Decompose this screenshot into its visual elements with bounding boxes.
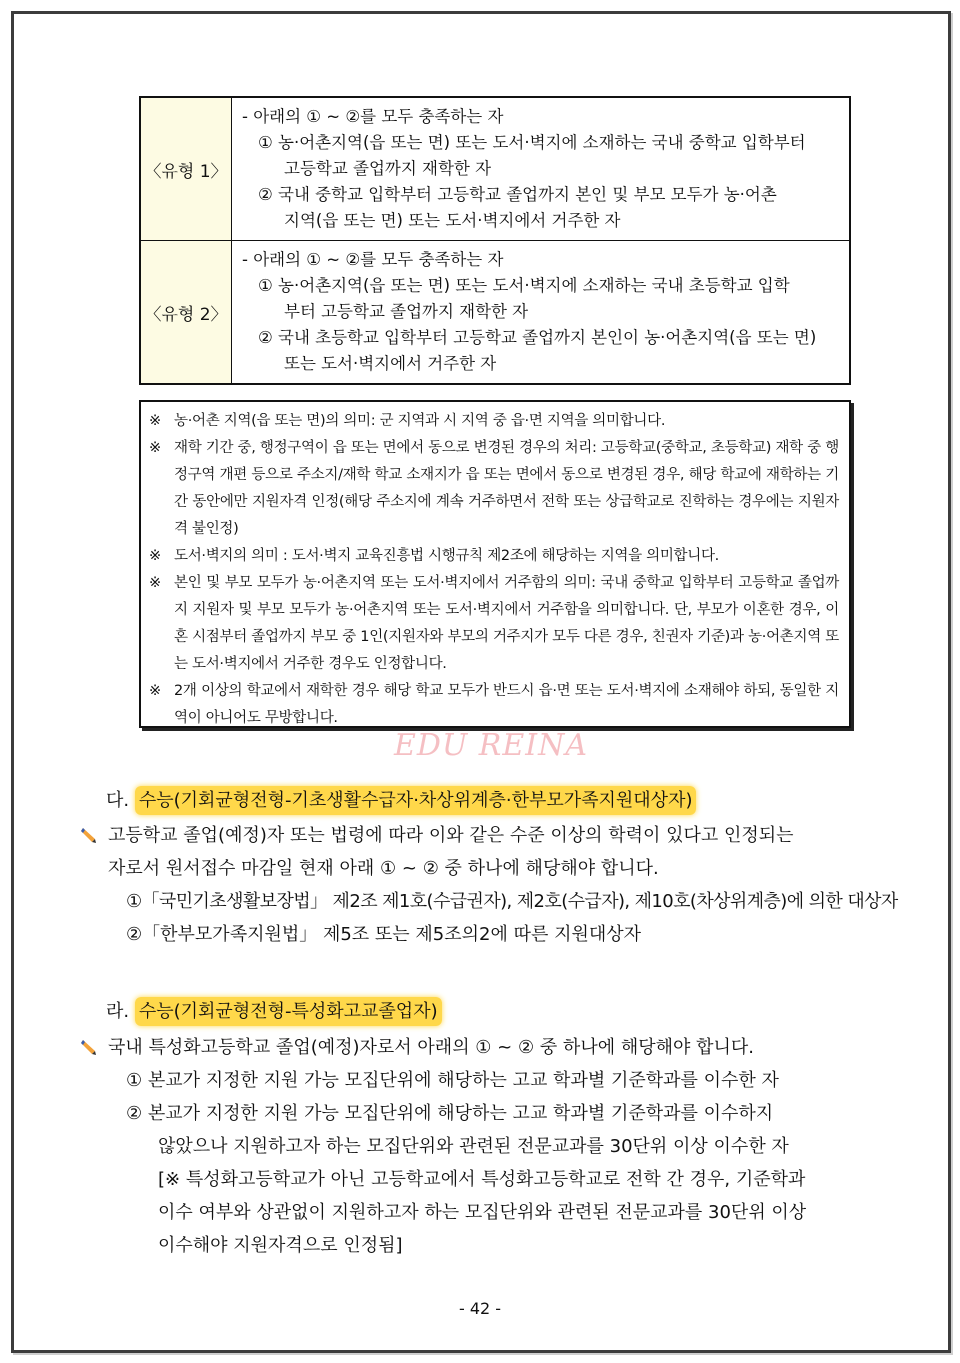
section-ra-item-2-note: [※ 특성화고등학교가 아닌 고등학교에서 특성화고등학교로 전학 간 경우, 기준학과 bbox=[158, 1169, 806, 1190]
notes-box bbox=[139, 400, 851, 728]
criteria-item-2-cont: 또는 도서·벽지에서 거주한 자 bbox=[284, 354, 497, 373]
type-description-cell bbox=[232, 241, 851, 385]
note-item bbox=[149, 678, 839, 732]
reference-mark-icon: ※ bbox=[149, 548, 161, 564]
section-ra-item-2-note-cont: 이수 여부와 상관없이 지원하고자 하는 모집단위와 관련된 전문교과를 30단위 이상 bbox=[158, 1202, 807, 1223]
reference-mark-icon: ※ bbox=[149, 575, 161, 591]
section-da-item-1: ①「국민기초생활보장법」 제2조 제1호(수급권자), 제2호(수급자), 제10호(차상위계층)에 의한 대상자 bbox=[126, 891, 898, 912]
criteria-item-2: ② 국내 초등학교 입학부터 고등학교 졸업까지 본인이 농·어촌지역(읍 또는 면) bbox=[258, 328, 817, 347]
note-item bbox=[149, 543, 839, 570]
section-ra-body bbox=[108, 1031, 868, 1262]
criteria-item-2-cont: 지역(읍 또는 면) 또는 도서·벽지에서 거주한 자 bbox=[284, 211, 621, 230]
criteria-intro: - 아래의 ① ~ ②를 모두 충족하는 자 bbox=[242, 250, 504, 269]
criteria-item-1: ① 농·어촌지역(읍 또는 면) 또는 도서·벽지에 소재하는 국내 중학교 입학부터 bbox=[258, 133, 806, 152]
note-text: 도서·벽지의 의미 : 도서·벽지 교육진흥법 시행규칙 제2조에 해당하는 지역을 의미합니다. bbox=[174, 548, 719, 564]
type-label-cell: 〈유형 2〉 bbox=[140, 241, 232, 385]
body-line: 국내 특성화고등학교 졸업(예정)자로서 아래의 ① ~ ② 중 하나에 해당해야 합니다. bbox=[108, 1037, 754, 1058]
section-ra-item-2: ② 본교가 지정한 지원 가능 모집단위에 해당하는 고교 학과별 기준학과를 이수하지 bbox=[126, 1103, 774, 1124]
highlighted-section-title: 수능(기회균형전형-특성화고교졸업자) bbox=[135, 997, 442, 1026]
section-ra-item-1: ① 본교가 지정한 지원 가능 모집단위에 해당하는 고교 학과별 기준학과를 이수한 자 bbox=[126, 1070, 779, 1091]
note-text: 농·어촌 지역(읍 또는 면)의 의미: 군 지역과 시 지역 중 읍·면 지역을 의미합니다. bbox=[174, 413, 666, 429]
section-prefix: 라. bbox=[106, 1001, 130, 1022]
reference-mark-icon: ※ bbox=[149, 413, 161, 429]
reference-mark-icon: ※ bbox=[149, 683, 161, 699]
pencil-icon bbox=[79, 1038, 97, 1056]
note-item bbox=[149, 408, 839, 435]
watermark: EDU REINA bbox=[394, 728, 589, 763]
note-text: 재학 기간 중, 행정구역이 읍 또는 면에서 동으로 변경된 경우의 처리: 고등학교(중학교, 초등학교) 재학 중 행정구역 개편 등으로 주소지/재학 학교 소재지가 읍 또는 면에서 동으로 변경된 경우, 해당 학교에 재학하는 기간 동안에만 지원자격 인정(해당 주소지에 계속 거주하면서 전학 또는 상급학교로 진학하는 경우에는 지원자격 불인정) bbox=[174, 440, 839, 537]
note-text: 2개 이상의 학교에서 재학한 경우 해당 학교 모두가 반드시 읍·면 또는 도서·벽지에 소재해야 하되, 동일한 지역이 아니어도 무방합니다. bbox=[174, 683, 839, 726]
section-prefix: 다. bbox=[106, 790, 130, 811]
eligibility-type-table bbox=[139, 96, 851, 385]
note-item bbox=[149, 570, 839, 678]
section-heading-da bbox=[106, 787, 696, 815]
pencil-icon bbox=[79, 826, 97, 844]
type-description-cell bbox=[232, 97, 851, 241]
criteria-item-2: ② 국내 중학교 입학부터 고등학교 졸업까지 본인 및 부모 모두가 농·어촌 bbox=[258, 185, 777, 204]
criteria-item-1: ① 농·어촌지역(읍 또는 면) 또는 도서·벽지에 소재하는 국내 초등학교 입학 bbox=[258, 276, 790, 295]
table-row-type-2 bbox=[140, 241, 850, 385]
highlighted-section-title: 수능(기회균형전형-기초생활수급자·차상위계층·한부모가족지원대상자) bbox=[135, 786, 697, 815]
criteria-item-1-cont: 고등학교 졸업까지 재학한 자 bbox=[284, 159, 492, 178]
page-number: - 42 - bbox=[458, 1299, 502, 1318]
section-da-body bbox=[108, 819, 898, 951]
note-text: 본인 및 부모 모두가 농·어촌지역 또는 도서·벽지에서 거주함의 의미: 국내 중학교 입학부터 고등학교 졸업까지 지원자 및 부모 모두가 농·어촌지역 또는 도서·벽지에서 거주함을 의미합니다. 단, 부모가 이혼한 경우, 이혼 시점부터 졸업까지 부모 중 1인(지원자와 부모의 거주지가 모두 다른 경우, 친권자 기준)과 농·어촌지역 또는 도서·벽지에서 거주한 경우도 인정합니다. bbox=[174, 575, 839, 672]
body-line: 자로서 원서접수 마감일 현재 아래 ① ~ ② 중 하나에 해당해야 합니다. bbox=[108, 858, 659, 879]
section-ra-item-2-note-cont: 이수해야 지원자격으로 인정됨] bbox=[158, 1235, 403, 1256]
reference-mark-icon: ※ bbox=[149, 440, 161, 456]
note-item bbox=[149, 435, 839, 543]
body-line: 고등학교 졸업(예정)자 또는 법령에 따라 이와 같은 수준 이상의 학력이 있다고 인정되는 bbox=[108, 825, 794, 846]
criteria-item-1-cont: 부터 고등학교 졸업까지 재학한 자 bbox=[284, 302, 529, 321]
section-heading-ra bbox=[106, 998, 442, 1026]
table-row-type-1 bbox=[140, 97, 850, 241]
criteria-intro: - 아래의 ① ~ ②를 모두 충족하는 자 bbox=[242, 107, 504, 126]
type-label-cell: 〈유형 1〉 bbox=[140, 97, 232, 241]
section-ra-item-2-cont: 않았으나 지원하고자 하는 모집단위와 관련된 전문교과를 30단위 이상 이수한 자 bbox=[158, 1136, 789, 1157]
section-da-item-2: ②「한부모가족지원법」 제5조 또는 제5조의2에 따른 지원대상자 bbox=[126, 924, 642, 945]
